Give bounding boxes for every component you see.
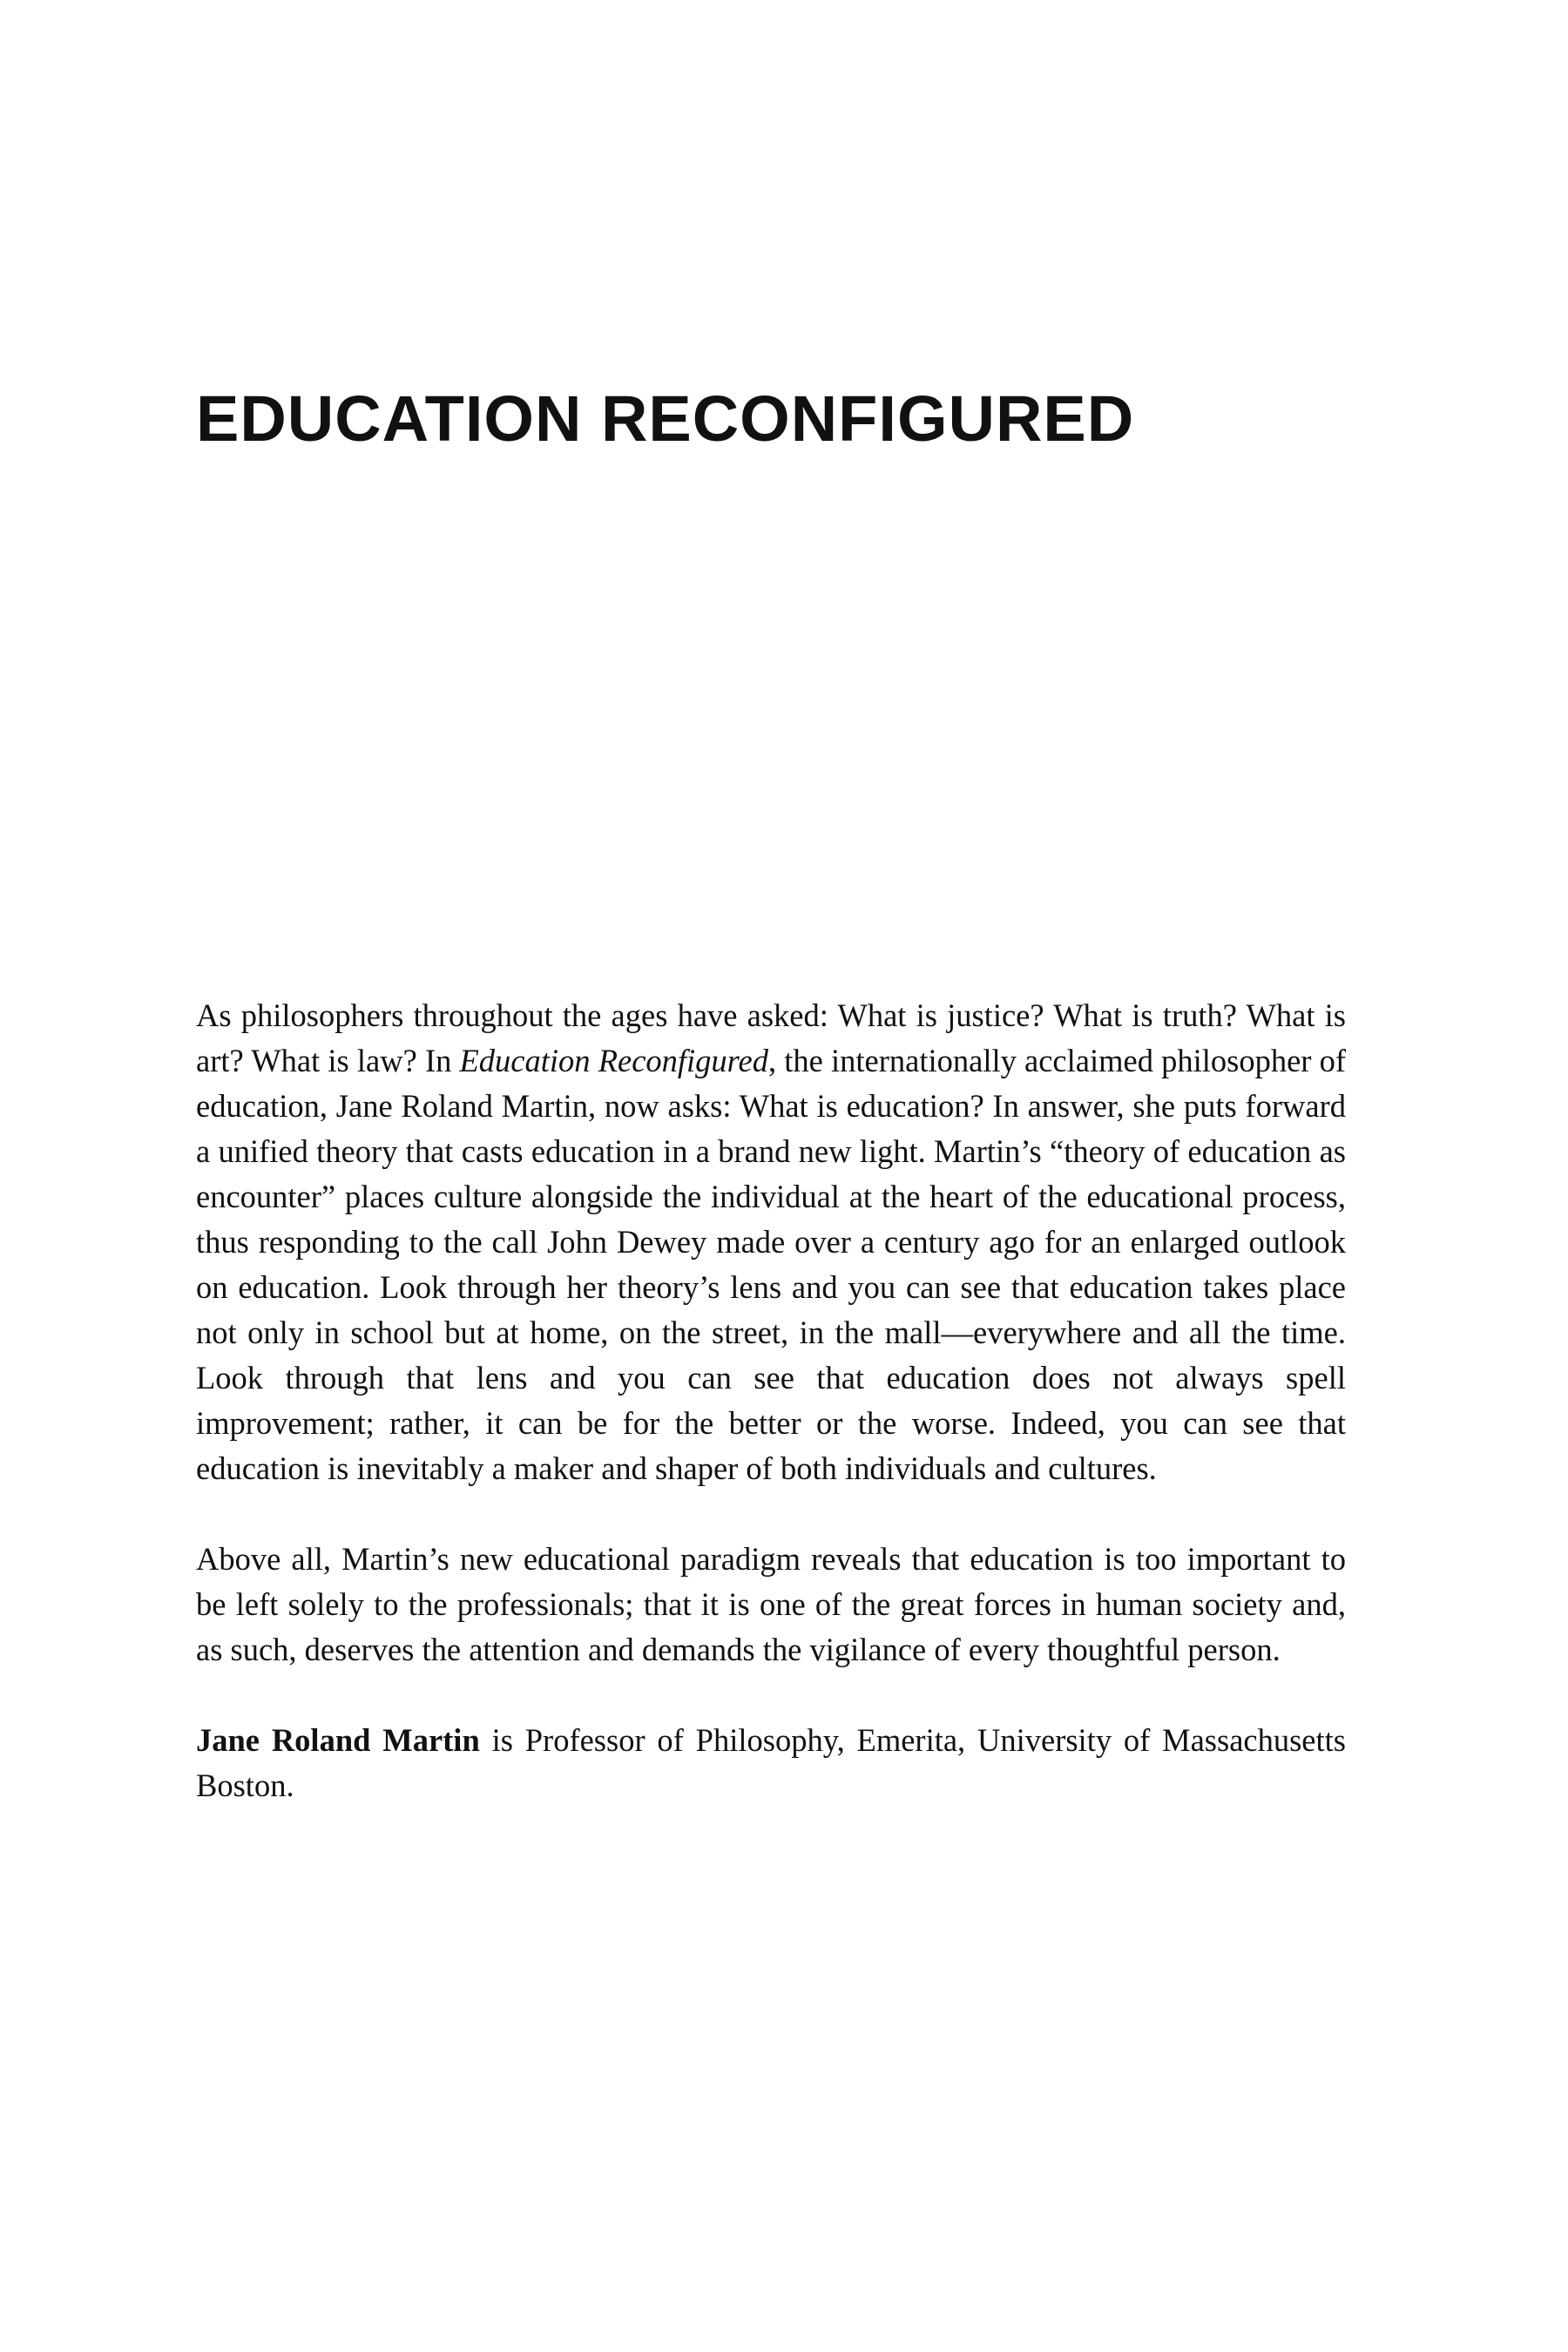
book-title-italic: Education Reconfigured <box>459 1043 768 1078</box>
author-bio <box>196 1718 1346 1808</box>
paragraph-1-text-end: , the internationally acclaimed philosopher of education, Jane Roland Martin, now asks: What is education? In answer, she puts forward a unified theory that casts education in a brand new light. Martin’s “theory of education as encounter” places culture alongside the individual at the heart of the educational process, thus responding to the call John Dewey made over a century ago for an enlarged outlook on education. Look through her theory’s lens and you can see that education takes place not only in school but at home, on the street, in the mall—everywhere and all the time. Look through that lens and you can see that education does not always spell improvement; rather, it can be for the better or the worse. Indeed, you can see that education is inevitably a maker and shaper of both individuals and cultures. <box>196 1043 1346 1486</box>
author-name: Jane Roland Martin <box>196 1722 480 1758</box>
author-description: is Professor of Philosophy, Emerita, University of Massachusetts Boston. <box>196 1722 1346 1803</box>
description-paragraph-2: Above all, Martin’s new educational paradigm reveals that education is too important to be left solely to the professionals; that it is one of the great forces in human society and, as such, deserves the attention and demands the vigilance of every thoughtful person. <box>196 1541 1346 1667</box>
page-title: EDUCATION RECONFIGURED <box>196 382 1135 455</box>
paragraph-1-text-start: As philosophers throughout the ages have asked: What is justice? What is truth? What is art? What is law? In <box>196 997 1346 1078</box>
description-paragraph-1 <box>196 993 1346 1491</box>
body-text <box>196 993 1346 1808</box>
